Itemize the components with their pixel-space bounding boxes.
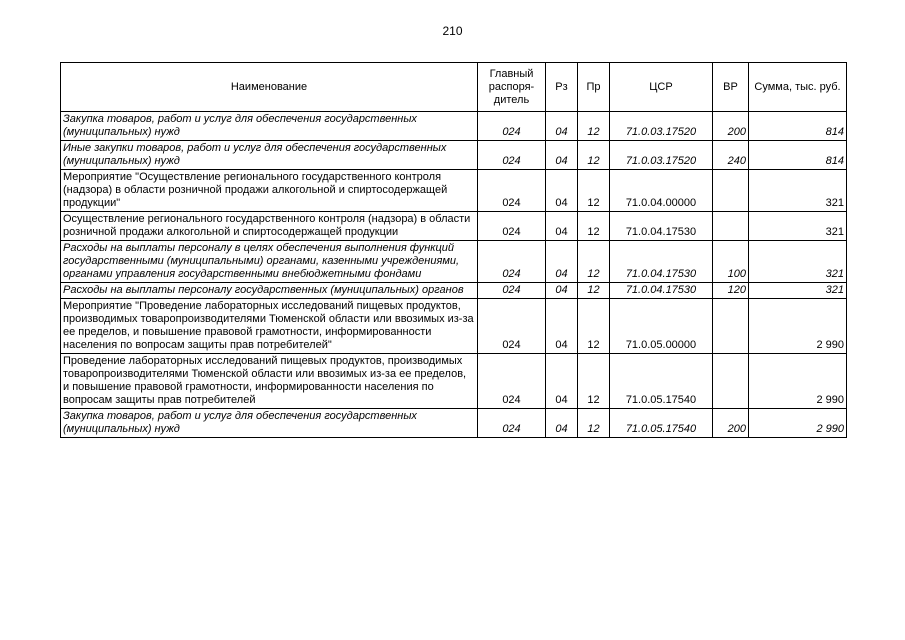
row-sum: 321 xyxy=(749,170,847,212)
header-pr: Пр xyxy=(578,63,610,112)
row-pr: 12 xyxy=(578,354,610,409)
row-rz: 04 xyxy=(546,170,578,212)
row-sum: 814 xyxy=(749,112,847,141)
row-sum: 2 990 xyxy=(749,409,847,438)
row-rz: 04 xyxy=(546,409,578,438)
header-sum: Сумма, тыс. руб. xyxy=(749,63,847,112)
header-csr: ЦСР xyxy=(610,63,713,112)
row-csr: 71.0.03.17520 xyxy=(610,141,713,170)
row-pr: 12 xyxy=(578,409,610,438)
table-row xyxy=(61,283,847,299)
row-rz: 04 xyxy=(546,141,578,170)
row-name: Расходы на выплаты персоналу в целях обеспечения выполнения функций государственными (муниципальными) органами, казенными учреждениями, органами управления государственными внебюджетными фондами xyxy=(61,241,478,283)
row-sum: 321 xyxy=(749,241,847,283)
row-name: Расходы на выплаты персоналу государственных (муниципальных) органов xyxy=(61,283,478,299)
row-vr: 100 xyxy=(713,241,749,283)
row-csr: 71.0.04.17530 xyxy=(610,241,713,283)
header-rz: Рз xyxy=(546,63,578,112)
row-main: 024 xyxy=(478,241,546,283)
row-csr: 71.0.05.17540 xyxy=(610,409,713,438)
row-vr: 120 xyxy=(713,283,749,299)
row-main: 024 xyxy=(478,170,546,212)
row-name: Мероприятие "Осуществление регионального государственного контроля (надзора) в области розничной продажи алкогольной и спиртосодержащей продукции" xyxy=(61,170,478,212)
row-main: 024 xyxy=(478,409,546,438)
row-rz: 04 xyxy=(546,283,578,299)
row-rz: 04 xyxy=(546,299,578,354)
table-row xyxy=(61,212,847,241)
row-vr: 200 xyxy=(713,409,749,438)
row-main: 024 xyxy=(478,299,546,354)
row-csr: 71.0.04.17530 xyxy=(610,212,713,241)
row-vr xyxy=(713,170,749,212)
row-sum: 321 xyxy=(749,283,847,299)
row-rz: 04 xyxy=(546,112,578,141)
row-vr: 240 xyxy=(713,141,749,170)
row-csr: 71.0.05.17540 xyxy=(610,354,713,409)
page-number: 210 xyxy=(442,24,463,38)
row-main: 024 xyxy=(478,141,546,170)
table-row xyxy=(61,241,847,283)
header-vr: ВР xyxy=(713,63,749,112)
row-pr: 12 xyxy=(578,283,610,299)
row-sum: 2 990 xyxy=(749,299,847,354)
table-row xyxy=(61,170,847,212)
row-csr: 71.0.03.17520 xyxy=(610,112,713,141)
table-row xyxy=(61,112,847,141)
row-name: Осуществление регионального государственного контроля (надзора) в области розничной продажи алкогольной и спиртосодержащей продукции xyxy=(61,212,478,241)
row-pr: 12 xyxy=(578,141,610,170)
row-sum: 2 990 xyxy=(749,354,847,409)
row-rz: 04 xyxy=(546,212,578,241)
row-vr xyxy=(713,299,749,354)
row-name: Иные закупки товаров, работ и услуг для обеспечения государственных (муниципальных) нужд xyxy=(61,141,478,170)
row-csr: 71.0.04.17530 xyxy=(610,283,713,299)
table-row xyxy=(61,409,847,438)
row-pr: 12 xyxy=(578,112,610,141)
row-name: Закупка товаров, работ и услуг для обеспечения государственных (муниципальных) нужд xyxy=(61,409,478,438)
budget-table xyxy=(60,62,847,438)
row-vr xyxy=(713,212,749,241)
header-row xyxy=(61,63,847,112)
row-pr: 12 xyxy=(578,170,610,212)
row-name: Закупка товаров, работ и услуг для обеспечения государственных (муниципальных) нужд xyxy=(61,112,478,141)
row-csr: 71.0.05.00000 xyxy=(610,299,713,354)
header-name: Наименование xyxy=(61,63,478,112)
row-pr: 12 xyxy=(578,212,610,241)
row-main: 024 xyxy=(478,212,546,241)
row-rz: 04 xyxy=(546,241,578,283)
row-pr: 12 xyxy=(578,241,610,283)
row-rz: 04 xyxy=(546,354,578,409)
table-row xyxy=(61,141,847,170)
row-main: 024 xyxy=(478,112,546,141)
row-pr: 12 xyxy=(578,299,610,354)
row-name: Мероприятие "Проведение лабораторных исследований пищевых продуктов, производимых товаропроизводителями Тюменской области или ввозимых из-за ее пределов, и повышение правовой грамотности, информированности населения по вопросам защиты прав потребителей" xyxy=(61,299,478,354)
row-name: Проведение лабораторных исследований пищевых продуктов, производимых товаропроизводителями Тюменской области или ввозимых из-за ее пределов, и повышение правовой грамотности, информированности населения по вопросам защиты прав потребителей xyxy=(61,354,478,409)
row-sum: 814 xyxy=(749,141,847,170)
header-main-manager: Главный распоря-дитель xyxy=(478,63,546,112)
row-main: 024 xyxy=(478,354,546,409)
row-vr xyxy=(713,354,749,409)
row-csr: 71.0.04.00000 xyxy=(610,170,713,212)
table-row xyxy=(61,299,847,354)
row-main: 024 xyxy=(478,283,546,299)
row-vr: 200 xyxy=(713,112,749,141)
row-sum: 321 xyxy=(749,212,847,241)
table-row xyxy=(61,354,847,409)
